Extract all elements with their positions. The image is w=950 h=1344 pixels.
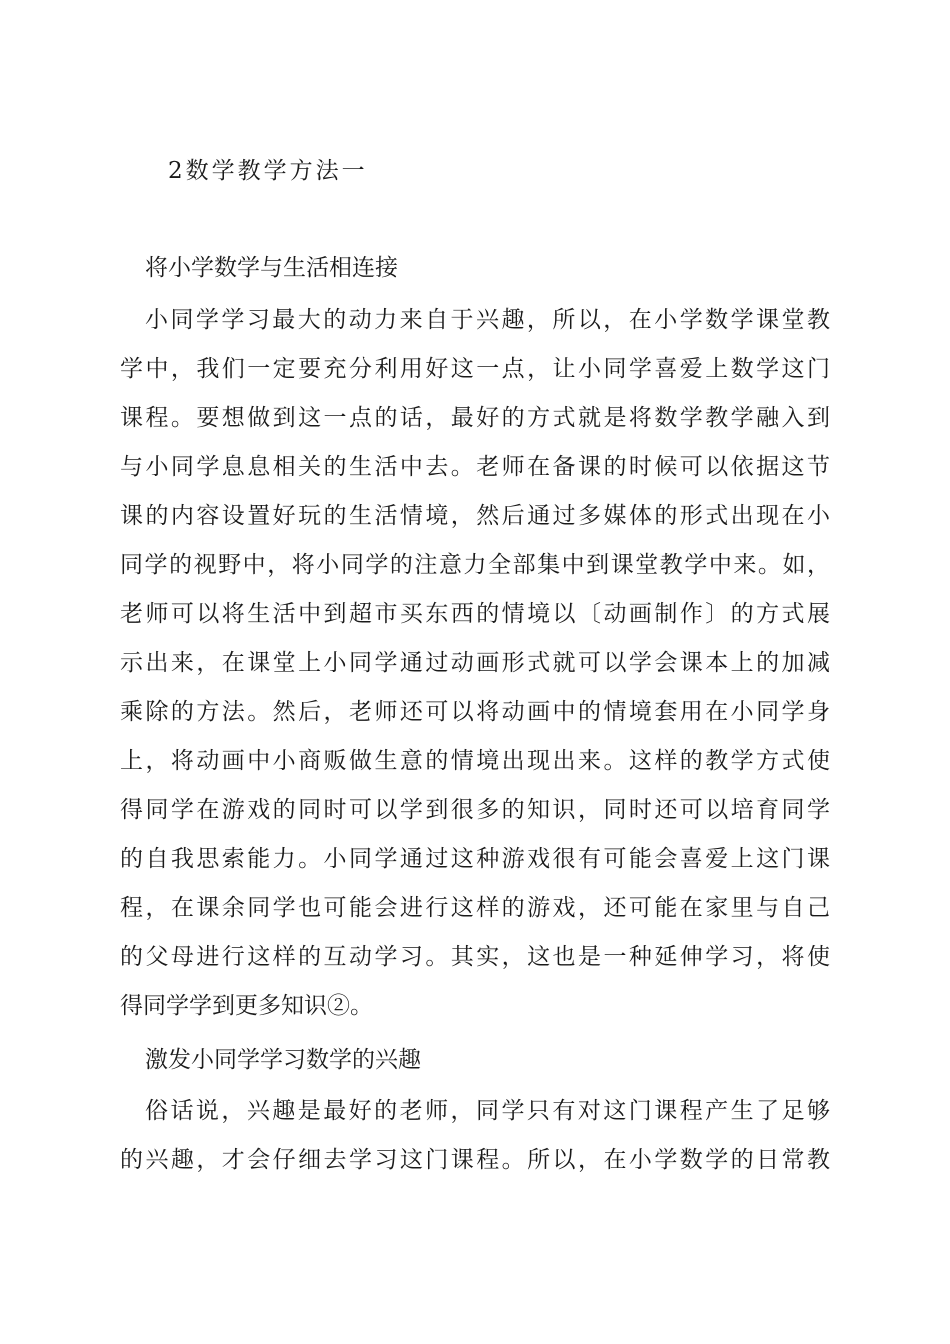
paragraph-line: 学中，我们一定要充分利用好这一点，让小同学喜爱上数学这门 [120, 356, 830, 382]
section-heading: 将小学数学与生活相连接 [145, 255, 398, 281]
paragraph-line: 得同学在游戏的同时可以学到很多的知识，同时还可以培育同学 [120, 797, 830, 823]
paragraph-line: 示出来，在课堂上小同学通过动画形式就可以学会课本上的加减 [120, 650, 830, 676]
paragraph-line: 的自我思索能力。小同学通过这种游戏很有可能会喜爱上这门课 [120, 846, 830, 872]
paragraph-line: 小同学学习最大的动力来自于兴趣，所以，在小学数学课堂教 [145, 307, 830, 333]
paragraph-line: 上，将动画中小商贩做生意的情境出现出来。这样的教学方式使 [120, 748, 830, 774]
paragraph-line: 课的内容设置好玩的生活情境，然后通过多媒体的形式出现在小 [120, 503, 830, 529]
paragraph-line: 乘除的方法。然后，老师还可以将动画中的情境套用在小同学身 [120, 699, 830, 725]
paragraph-line: 老师可以将生活中到超市买东西的情境以〔动画制作〕的方式展 [120, 601, 830, 627]
paragraph-line: 课程。要想做到这一点的话，最好的方式就是将数学教学融入到 [120, 405, 830, 431]
paragraph-line: 程，在课余同学也可能会进行这样的游戏，还可能在家里与自己 [120, 895, 830, 921]
paragraph-line: 同学的视野中，将小同学的注意力全部集中到课堂教学中来。如， [120, 552, 830, 578]
document-title: 2数学教学方法一 [168, 158, 368, 184]
section-heading: 激发小同学学习数学的兴趣 [145, 1047, 421, 1073]
paragraph-line: 得同学学到更多知识②。 [120, 993, 373, 1019]
paragraph-line: 俗话说，兴趣是最好的老师，同学只有对这门课程产生了足够 [145, 1098, 830, 1124]
paragraph-line: 的兴趣，才会仔细去学习这门课程。所以，在小学数学的日常教 [120, 1147, 830, 1173]
paragraph-line: 与小同学息息相关的生活中去。老师在备课的时候可以依据这节 [120, 454, 830, 480]
paragraph-line: 的父母进行这样的互动学习。其实，这也是一种延伸学习，将使 [120, 944, 830, 970]
